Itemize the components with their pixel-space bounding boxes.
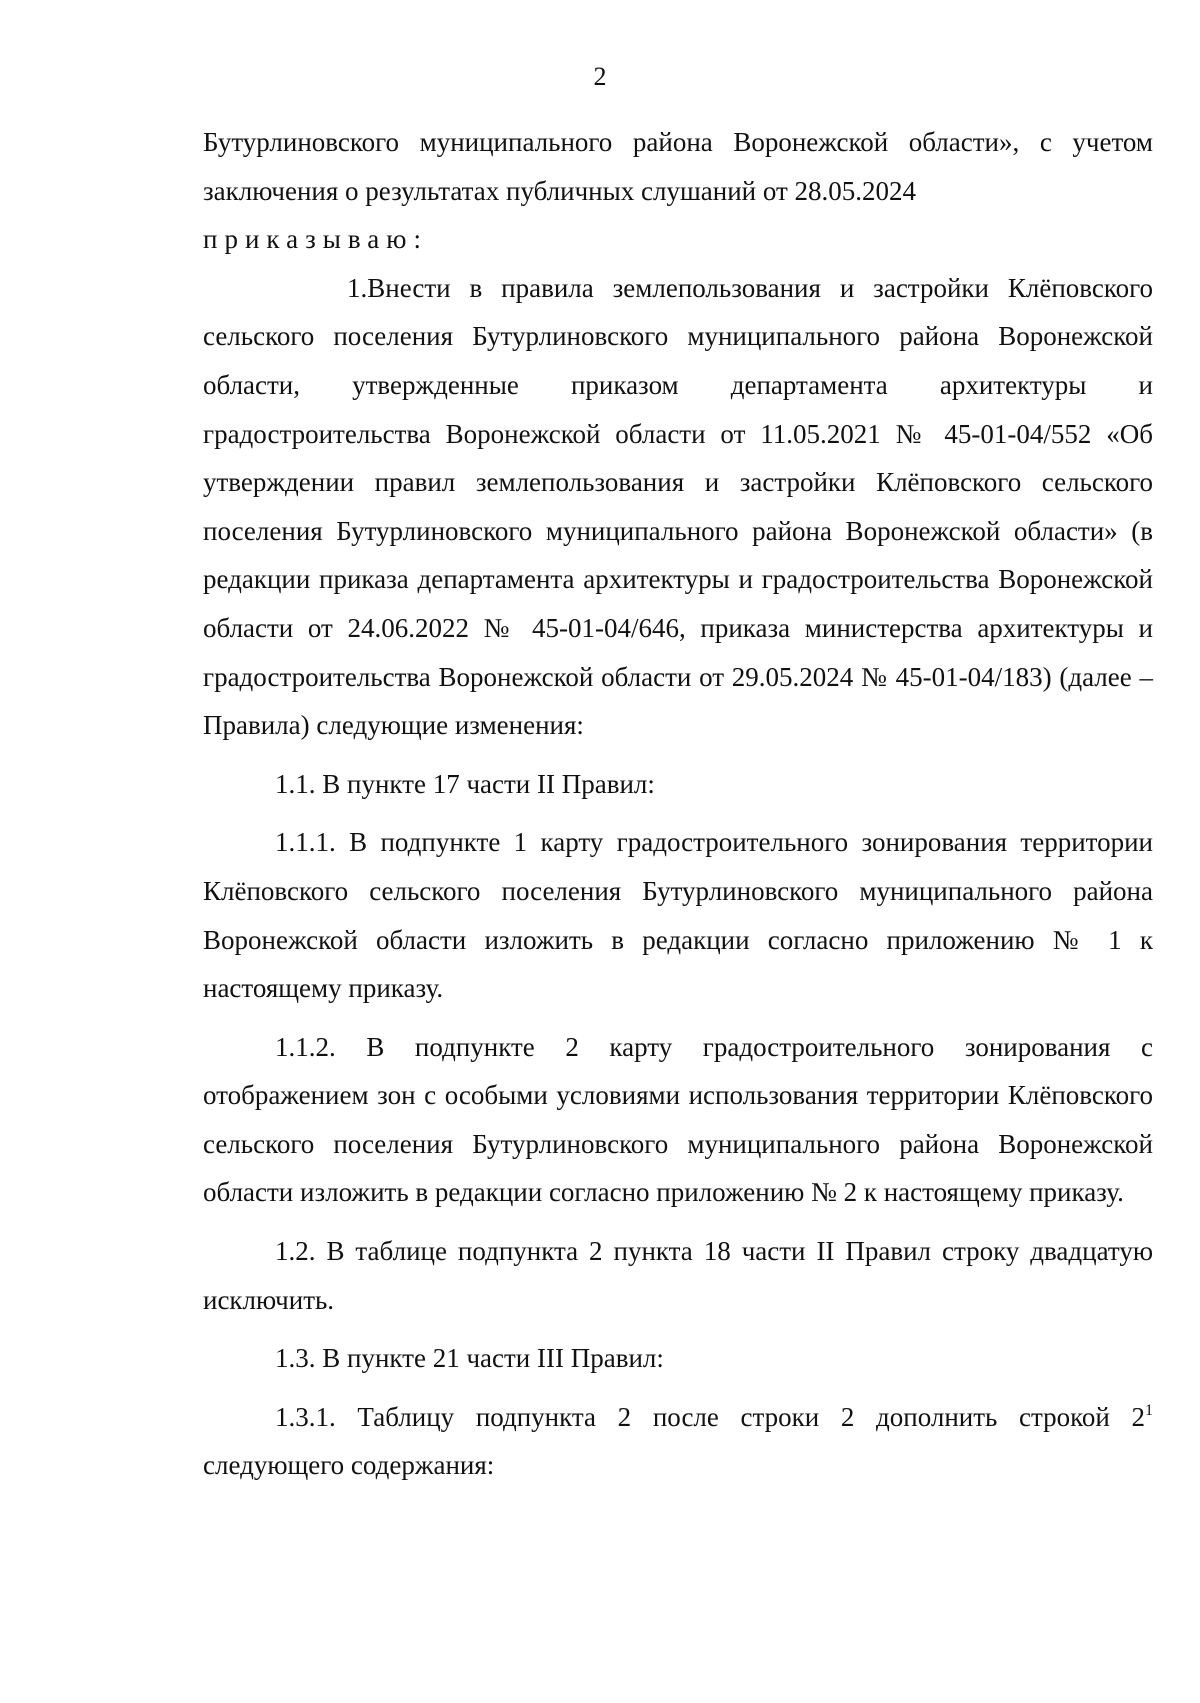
- paragraph-item-1-1: 1.1. В пункте 17 части II Правил:: [275, 768, 655, 799]
- paragraph-item-1-1-2: 1.1.2. В подпункте 2 карту градостроительного зонирования с отображением зон с особыми условиями использования территории Клёповского сельского поселения Бутурлиновского муниципального района Воронежской области изложить в редакции согласно приложению № 2 к настоящему приказу.: [203, 1031, 1153, 1208]
- item-1-text: Внести в правила землепользования и застройки Клёповского сельского поселения Бутурлиновского муниципального района Воронежской области, утвержденные приказом департамента архитектуры и градостроительства Воронежской области от 11.05.2021 № 45-01-04/552 «Об утверждении правил землепользования и застройки Клёповского сельского поселения Бутурлиновского муниципального района Воронежской области» (в редакции приказа департамента архитектуры и градостроительства Воронежской области от 24.06.2022 № 45-01-04/646, приказа министерства архитектуры и градостроительства Воронежской области от 29.05.2024 № 45-01-04/183) (далее – Правила) следующие изменения:: [203, 272, 1153, 741]
- paragraph-item-1: [203, 264, 1153, 750]
- item-1-number: 1.: [347, 272, 368, 303]
- paragraph-item-1-1-1: 1.1.1. В подпункте 1 карту градостроительного зонирования территории Клёповского сельского поселения Бутурлиновского муниципального района Воронежской области изложить в редакции согласно приложению № 1 к настоящему приказу.: [203, 827, 1153, 1004]
- item-1-3-1-text: 1.3.1. Таблицу подпункта 2 после строки 2 дополнить строкой 2: [275, 1401, 1145, 1432]
- page-number: 2: [593, 62, 607, 91]
- paragraph-item-1-3: 1.3. В пункте 21 части III Правил:: [275, 1343, 664, 1374]
- paragraph-item-1-2: 1.2. В таблице подпункта 2 пункта 18 части II Правил строку двадцатую исключить.: [203, 1236, 1153, 1315]
- paragraph-item-1-3-1: [203, 1393, 1153, 1490]
- superscript-one: 1: [1145, 1401, 1153, 1419]
- order-word: приказываю:: [203, 224, 428, 255]
- document-body: [203, 118, 1153, 1490]
- item-1-3-1-tail: следующего содержания:: [203, 1450, 495, 1481]
- paragraph-intro: Бутурлиновского муниципального района Воронежской области», с учетом заключения о результатах публичных слушаний от 28.05.2024: [203, 127, 1153, 206]
